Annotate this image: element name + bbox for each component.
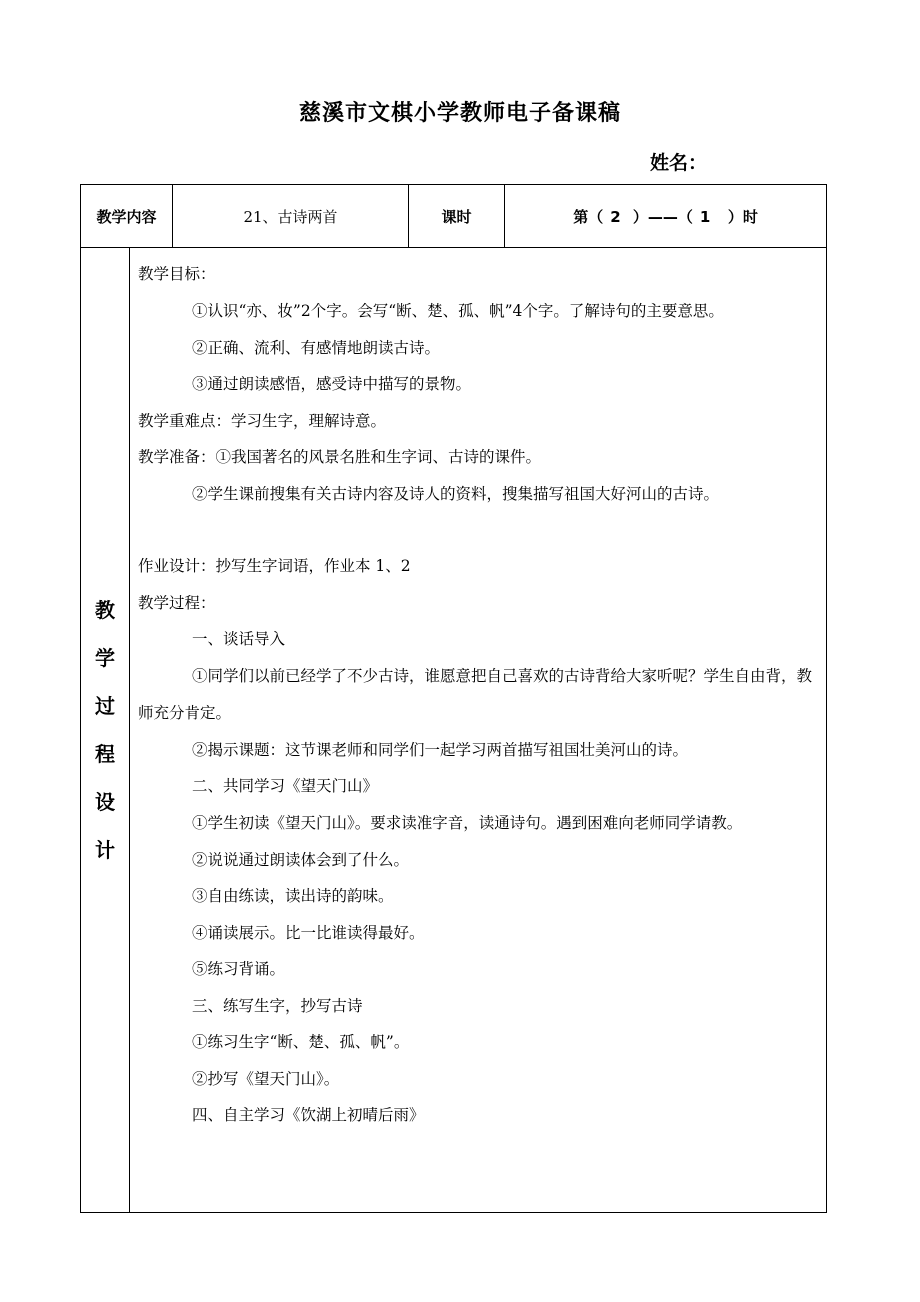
section-4-title: 四、自主学习《饮湖上初晴后雨》 <box>192 1106 425 1124</box>
lesson-title: 21、古诗两首 <box>173 185 409 248</box>
side-char: 计 <box>95 838 115 862</box>
period-number: 2 <box>610 207 621 226</box>
section-2-item-4: ④诵读展示。比一比谁读得最好。 <box>192 923 425 942</box>
process-body <box>130 248 827 1213</box>
section-2-item-2: ②说说通过朗读体会到了什么。 <box>192 850 410 869</box>
section-2-title: 二、共同学习《望天门山》 <box>192 777 379 795</box>
goal-1: ①认识“亦、妆”2个字。会写“断、楚、孤、帆”4个字。了解诗句的主要意思。 <box>192 301 724 320</box>
key-points: 教学重难点：学习生字，理解诗意。 <box>138 411 387 430</box>
side-char: 设 <box>95 790 115 814</box>
goal-2: ②正确、流利、有感情地朗读古诗。 <box>192 338 441 357</box>
side-char: 程 <box>95 742 115 766</box>
side-char: 教 <box>95 598 115 622</box>
lesson-plan-table <box>80 184 827 1213</box>
header-row <box>81 185 827 248</box>
preparation-1: 教学准备：①我国著名的风景名胜和生字词、古诗的课件。 <box>138 448 542 466</box>
side-char: 学 <box>95 646 115 670</box>
section-1-item-1: ①同学们以前已经学了不少古诗，谁愿意把自己喜欢的古诗背给大家听呢？学生自由背，教师充分肯定。 <box>138 666 813 722</box>
period-mid: ）——（ <box>632 207 693 226</box>
section-1-title: 一、谈话导入 <box>192 630 286 648</box>
content-label: 教学内容 <box>81 185 173 248</box>
section-3-title: 三、练写生字，抄写古诗 <box>192 996 363 1015</box>
period-suffix: ）时 <box>727 207 758 226</box>
section-3-item-2: ②抄写《望天门山》。 <box>192 1069 340 1088</box>
period-prefix: 第（ <box>573 207 604 226</box>
document-title: 慈溪市文棋小学教师电子备课稿 <box>298 101 621 126</box>
goal-3: ③通过朗读感悟，感受诗中描写的景物。 <box>192 375 472 393</box>
section-1-item-2: ②揭示课题：这节课老师和同学们一起学习两首描写祖国壮美河山的诗。 <box>192 740 689 759</box>
process-title: 教学过程： <box>138 593 216 612</box>
spacer <box>138 512 820 548</box>
section-3-item-1: ①练习生字“断、楚、孤、帆”。 <box>192 1033 410 1051</box>
side-char: 过 <box>95 694 115 718</box>
homework: 作业设计：抄写生字词语，作业本 1、2 <box>138 557 411 575</box>
goals-title: 教学目标： <box>138 265 216 283</box>
period-value <box>505 185 827 248</box>
period-total: 1 <box>699 207 711 226</box>
process-side-label <box>81 248 130 1213</box>
process-row <box>81 248 827 1213</box>
section-2-item-5: ⑤练习背诵。 <box>192 960 286 978</box>
period-label: 课时 <box>409 185 505 248</box>
teacher-name-label: 姓名： <box>650 152 708 174</box>
preparation-2: ②学生课前搜集有关古诗内容及诗人的资料，搜集描写祖国大好河山的古诗。 <box>192 484 720 503</box>
section-2-item-1: ①学生初读《望天门山》。要求读准字音，读通诗句。遇到困难向老师同学请教。 <box>192 813 743 832</box>
section-2-item-3: ③自由练读，读出诗的韵味。 <box>192 887 394 905</box>
